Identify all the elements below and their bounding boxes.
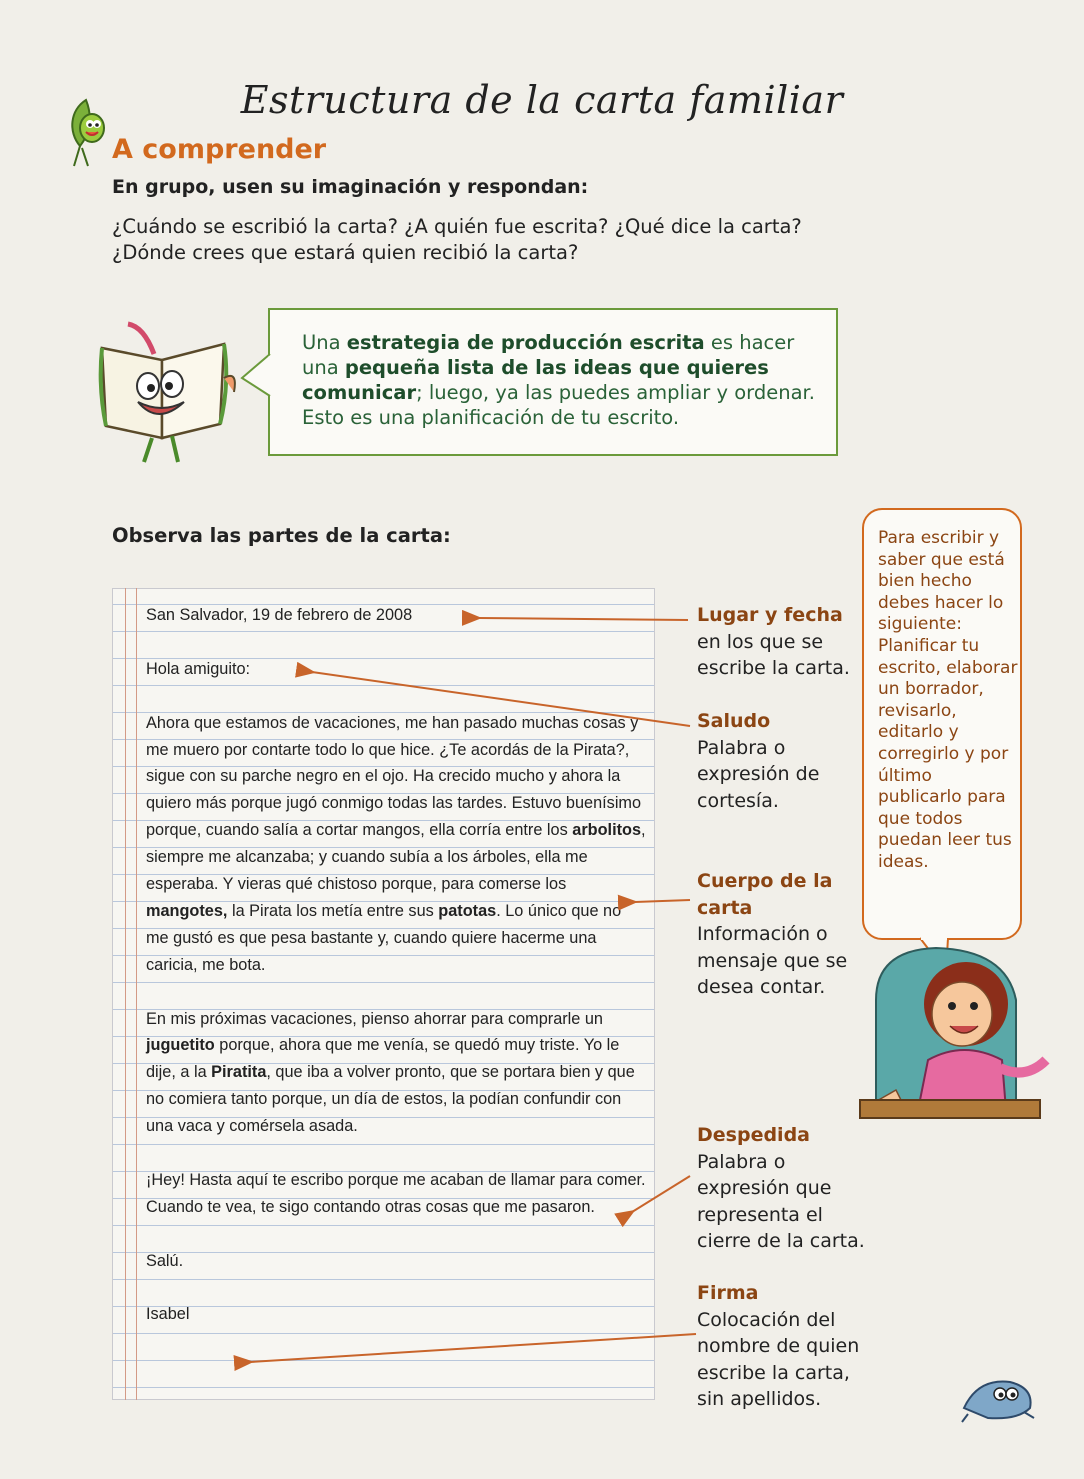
p1-text-c: , siempre me alcanzaba; y cuando subía a los árboles, ella me esperaba. Y vieras qué chistoso porque, para comerse los — [146, 821, 646, 894]
label-cuerpo-text: Información o mensaje que se desea contar. — [697, 923, 848, 998]
arrow-cuerpo — [634, 900, 690, 902]
speech-bubble-text: Para escribir y saber que está bien hecho debes hacer lo siguiente: Planificar tu escrito, elaborar un borrador, revisarlo, editarlo y corregirlo y por último publicarlo para que todos puedan leer tus ideas. — [878, 528, 1018, 872]
observe-heading: Observa las partes de la carta: — [112, 524, 451, 547]
letter-greeting: Hola amiguito: — [146, 659, 251, 678]
arrow-lugar — [478, 618, 688, 620]
label-firma-title: Firma — [697, 1282, 759, 1304]
label-saludo — [697, 708, 857, 814]
label-firma — [697, 1280, 869, 1413]
p2-text-a: En mis próximas vacaciones, pienso ahorrar para comprarle un — [146, 1009, 603, 1028]
label-saludo-text: Palabra o expresión de cortesía. — [697, 736, 820, 812]
label-lugar-fecha — [697, 602, 867, 682]
arrow-despedida — [632, 1176, 690, 1212]
label-cuerpo — [697, 868, 857, 1001]
label-firma-text: Colocación del nombre de quien escribe la carta, sin apellidos. — [697, 1308, 860, 1410]
tip-text-2: es hacer una — [302, 331, 795, 379]
girl-mascot-icon — [856, 940, 1056, 1120]
label-lugar-title: Lugar y fecha — [697, 604, 843, 626]
arrow-saludo — [312, 672, 690, 726]
section-heading: A comprender — [112, 134, 327, 165]
letter-closing: Salú. — [146, 1251, 184, 1270]
p1-text-a: Ahora que estamos de vacaciones, me han pasado muchas cosas y me muero por contarte todo lo que hice. ¿Te acordás de la Pirata?, sigue con su parche negro en el ojo. Ha crecido mucho y ahora la quiero más porque jugó conmigo todas las tardes. Estuvo buenísimo porque, cuando salía a cortar mangos, ella corría entre los — [146, 713, 642, 840]
p1-bold-b: arbolitos — [572, 821, 642, 840]
questions-text: ¿Cuándo se escribió la carta? ¿A quién fue escrita? ¿Qué dice la carta? ¿Dónde crees que estará quien recibió la carta? — [112, 215, 802, 264]
label-despedida — [697, 1122, 869, 1255]
page-title: Estructura de la carta familiar — [240, 78, 844, 122]
label-saludo-title: Saludo — [697, 710, 771, 732]
p2-text-c: porque, ahora que me venía, se quedó muy triste. Yo le dije, a la — [146, 1036, 620, 1082]
letter-signature: Isabel — [146, 1305, 190, 1324]
tip-bold-1: estrategia de producción escrita — [346, 331, 705, 354]
label-despedida-title: Despedida — [697, 1124, 810, 1146]
label-cuerpo-title: Cuerpo de la carta — [697, 870, 833, 919]
label-despedida-text: Palabra o expresión que representa el cierre de la carta. — [697, 1150, 865, 1252]
label-lugar-text: en los que se escribe la carta. — [697, 630, 850, 679]
arrow-firma — [250, 1334, 696, 1362]
p2-text-e: , que iba a volver pronto, que se portara bien y que no comiera tanto porque, un día de estos, la podían confundir con una vaca y comérsela asada. — [146, 1063, 635, 1136]
tip-bold-2: pequeña lista de las ideas que quieres comunicar — [302, 356, 769, 404]
p1-text-e: la Pirata los metía entre sus — [227, 901, 439, 920]
p2-bold-b: juguetito — [146, 1036, 215, 1055]
letter-paragraph-3: ¡Hey! Hasta aquí te escribo porque me acaban de llamar para comer. Cuando te vea, te sigo contando otras cosas que me pasaron. — [146, 1170, 646, 1216]
letter-place-date: San Salvador, 19 de febrero de 2008 — [146, 606, 413, 624]
tip-text-1: Una — [302, 331, 347, 354]
small-mascot-icon — [958, 1368, 1038, 1424]
tip-text-3: ; luego, ya las puedes ampliar y ordenar. Esto es una planificación de tu escrito. — [302, 381, 815, 429]
p2-bold-d: Piratita — [211, 1063, 267, 1082]
p1-text-g: . Lo único que no me gustó es que pesa bastante y, cuando quiere hacerme una caricia, me bota. — [146, 901, 622, 974]
instruction: En grupo, usen su imaginación y respondan: — [112, 176, 589, 198]
p1-bold-d: mangotes, — [146, 901, 228, 920]
p1-bold-f: patotas — [438, 901, 497, 920]
